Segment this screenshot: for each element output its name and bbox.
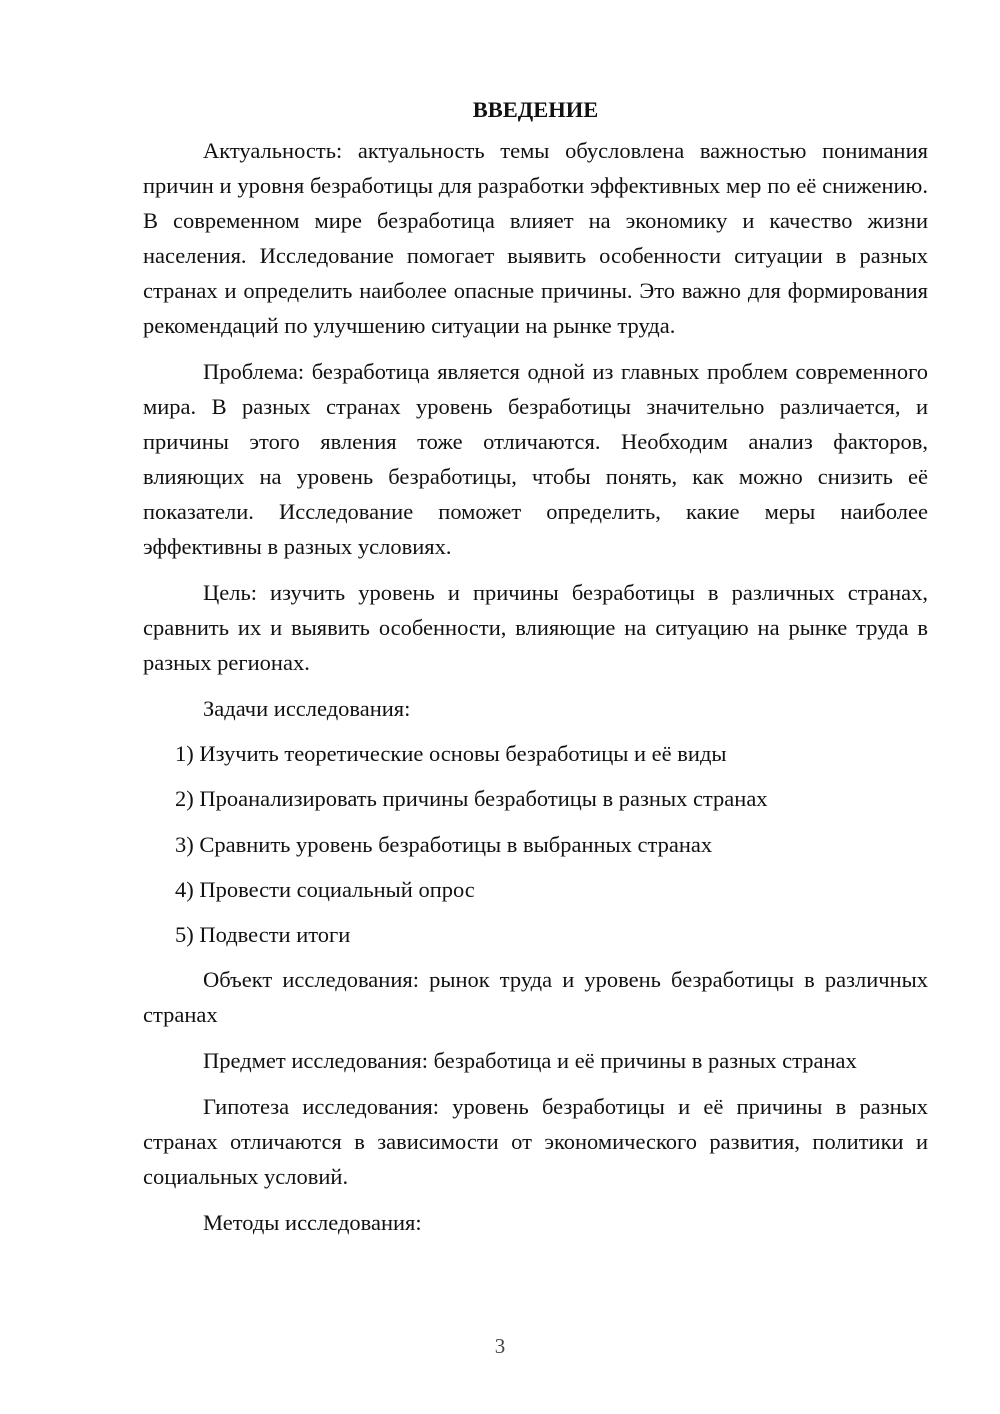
task-item: 1) Изучить теоретические основы безработицы и её виды <box>175 741 727 766</box>
paragraph-methods: Методы исследования: <box>203 1210 422 1236</box>
document-page <box>143 92 928 1251</box>
task-item: 4) Провести социальный опрос <box>175 876 475 902</box>
task-item: 5) Подвести итоги <box>175 922 351 948</box>
tasks-list <box>143 736 928 952</box>
page-number: 3 <box>494 1334 506 1358</box>
paragraph-subject: Предмет исследования: безработица и её причины в разных странах <box>203 1048 857 1074</box>
paragraph-hypothesis: Гипотеза исследования: уровень безработицы и её причины в разных странах отличаются в зависимости от экономического развития, политики и социальных условий. <box>143 1094 928 1190</box>
task-item: 2) Проанализировать причины безработицы в разных странах <box>175 786 768 812</box>
tasks-heading: Задачи исследования: <box>203 696 411 721</box>
section-title: ВВЕДЕНИЕ <box>472 97 599 122</box>
paragraph-relevance: Актуальность: актуальность темы обусловлена важностью понимания причин и уровня безработицы для разработки эффективных мер по её снижению. В современном мире безработица влияет на экономику и качество жизни населения. Исследование помогает выявить особенности ситуации в разных странах и определить наиболее опасные причины. Это важно для формирования рекомендаций по улучшению ситуации на рынке труда. <box>143 138 928 338</box>
paragraph-problem: Проблема: безработица является одной из главных проблем современного мира. В разных странах уровень безработицы значительно различается, и причины этого явления тоже отличаются. Необходим анализ факторов, влияющих на уровень безработицы, чтобы понять, как можно снизить её показатели. Исследование поможет определить, какие меры наиболее эффективны в разных условиях. <box>143 359 928 559</box>
paragraph-goal: Цель: изучить уровень и причины безработицы в различных странах, сравнить их и выявить особенности, влияющие на ситуацию на рынке труда в разных регионах. <box>143 580 928 675</box>
paragraph-object: Объект исследования: рынок труда и уровень безработицы в различных странах <box>143 967 928 1028</box>
task-item: 3) Сравнить уровень безработицы в выбранных странах <box>175 831 713 857</box>
